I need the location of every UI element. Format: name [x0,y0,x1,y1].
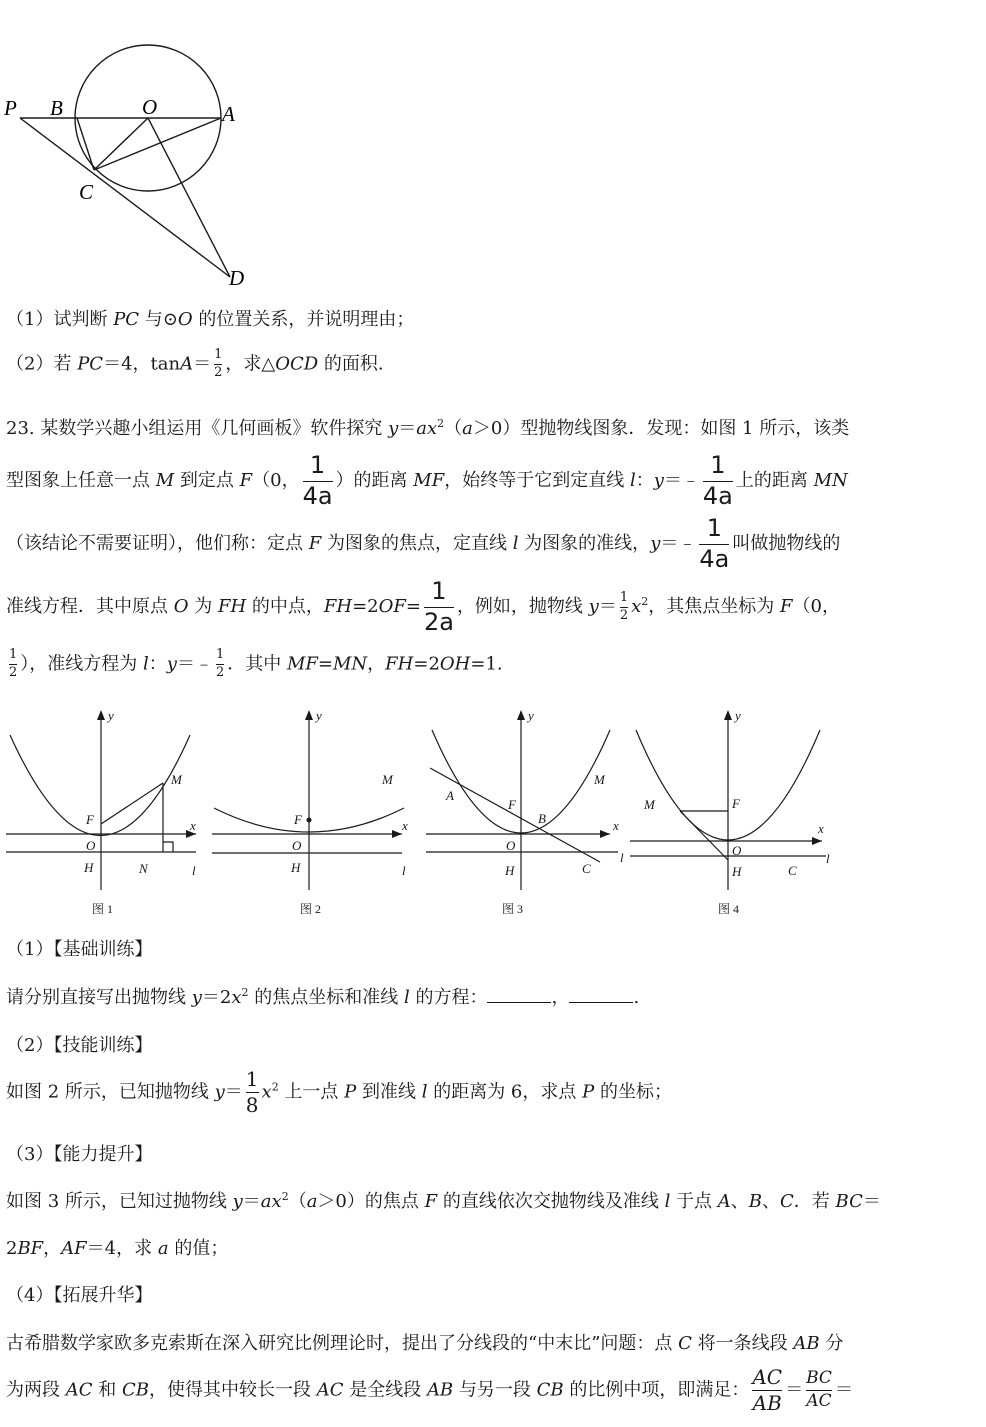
fig2-caption: 图 2 [300,902,322,916]
fig2-x-label: x [402,818,408,833]
fraction-one-half: $\frac{1}{2}$ [215,647,225,680]
fig3-label-C: C [582,861,591,876]
sub3-heading: （3）【能力提升】 [6,1144,153,1165]
fig1-label-F: F [86,812,94,827]
label-P: P [4,96,17,120]
fig1-y-label: y [108,708,114,723]
fraction-1-over-4a: $\frac{1}{4a}$ [302,451,333,510]
fig1-label-l: l [192,863,196,878]
fraction-one-half: $\frac{1}{2}$ [619,589,629,623]
fraction-1-over-4a: $\frac{1}{4a}$ [702,451,733,510]
sub2-heading: （2）【技能训练】 [6,1035,153,1056]
sub4-text-b: 为两段 AC 和 CB，使得其中较长一段 AC 是全线段 AB 与另一段 CB 的比例中项，即满足： $\frac{AC}{AB}$ ＝ $\frac{BC}{AC}$ ＝ [6,1365,853,1415]
fig1-x-label: x [190,818,196,833]
fig4-y-label: y [735,708,741,723]
fraction-1-over-4a: $\frac{1}{4a}$ [699,514,730,573]
circle-figure [0,0,260,299]
q23-line5: $\frac{1}{2}$ ），准线方程为 l：y＝﹣ $\frac{1}{2}$ ．其中 MF=MN，FH=2OH=1. [9,647,503,680]
sub3-text-a: 如图 3 所示，已知过抛物线 $y=ax^2(a>0)$的焦点 F 的直线依次交抛物线及准线 l 于点 A、B、C．若 BC＝ [6,1190,881,1212]
fig3-caption: 图 3 [502,902,524,916]
label-A: A [222,102,235,126]
q23-line3: （该结论不需要证明），他们称：定点 F 为图象的焦点，定直线 l 为图象的准线，y＝﹣ $\frac{1}{4a}$ 叫做抛物线的 [6,514,841,573]
focus-point [307,818,312,823]
q22-part1: （1）试判断 PC 与⊙O 的位置关系，并说明理由； [6,309,415,330]
label-B: B [50,96,63,120]
fig4-label-M: M [644,797,655,812]
sub4-heading: （4）【拓展升华】 [6,1285,153,1306]
fig3-label-F: F [508,797,516,812]
answer-blank[interactable] [569,986,633,1003]
q23-line4: 准线方程．其中原点 O 为 FH 的中点，FH=2OF= $\frac{1}{2a}$ ，例如，抛物线 y＝ $\frac{1}{2}$ $x^2$，其焦点坐标为 F（0， [6,577,840,636]
circle-dot-symbol: ⊙ [162,309,178,330]
fig3-y-label: y [528,708,534,723]
fig2-label-M: M [382,772,393,787]
fig1-label-M: M [171,772,182,787]
q23-line1: 23. 某数学兴趣小组运用《几何画板》软件探究 $y=ax^2(a>0)$型抛物线图象．发现：如图 1 所示，该类 [6,417,850,439]
fraction-ac-over-ab: $\frac{AC}{AB}$ [752,1365,783,1415]
fig4-x-label: x [818,821,824,836]
sub4-text-a: 古希腊数学家欧多克索斯在深入研究比例理论时，提出了分线段的“中末比”问题：点 C 将一条线段 AB 分 [6,1333,844,1354]
fig1-caption: 图 1 [92,902,114,916]
fig3-x-label: x [613,818,619,833]
fig4-label-l: l [826,851,830,866]
answer-blank[interactable] [487,986,551,1003]
label-O: O [142,95,158,119]
fig2-label-F: F [294,812,302,827]
fraction-one-half: $\frac{1}{2}$ [9,647,18,680]
fraction-1-over-8: $\frac{1}{8}$ [245,1067,259,1117]
label-C: C [79,180,94,204]
sub2-text: 如图 2 所示，已知抛物线 y＝ $\frac{1}{8}$ $x^2$ 上一点 P 到准线 l 的距离为 6，求点 P 的坐标； [6,1067,672,1117]
fig3-label-A: A [446,788,454,803]
fig4-label-F: F [732,796,740,811]
fig2-y-label: y [316,708,322,723]
fig1-label-H: H [84,860,94,875]
fraction-one-half: $\frac{1}{2}$ [214,347,223,380]
fig4-label-H: H [732,864,742,879]
fraction-bc-over-ac: $\frac{BC}{AC}$ [806,1368,832,1411]
fig1-label-N: N [139,861,148,876]
fig2-label-l: l [402,863,406,878]
sub1-text: 请分别直接写出抛物线 $y=2x^2$ 的焦点坐标和准线 l 的方程： ， . [6,986,640,1008]
q23-line2: 型图象上任意一点 M 到定点 F（0， $\frac{1}{4a}$ ）的距离 MF，始终等于它到定直线 l：y＝﹣ $\frac{1}{4a}$ 上的距离 MN [6,451,848,510]
fig4-label-O: O [732,843,742,858]
label-D: D [229,266,245,290]
fig3-label-H: H [505,863,515,878]
fig3-label-M: M [594,772,605,787]
fig1-label-O: O [86,838,96,853]
sub1-heading: （1）【基础训练】 [6,939,153,960]
fig3-label-B: B [538,811,546,826]
fig2-label-O: O [292,838,302,853]
fig4-caption: 图 4 [718,902,740,916]
fig2-label-H: H [291,860,301,875]
q22-part2: （2）若 PC＝4，tanA＝ $\frac{1}{2}$ ，求△OCD 的面积. [6,347,384,380]
fig4-label-C: C [788,863,797,878]
sub3-text-b: 2BF，AF＝4，求 a 的值； [6,1238,229,1259]
fig3-label-l: l [620,850,624,865]
fig3-label-O: O [506,838,516,853]
parabola-figures [0,700,986,929]
fraction-1-over-2a: $\frac{1}{2a}$ [423,577,454,636]
